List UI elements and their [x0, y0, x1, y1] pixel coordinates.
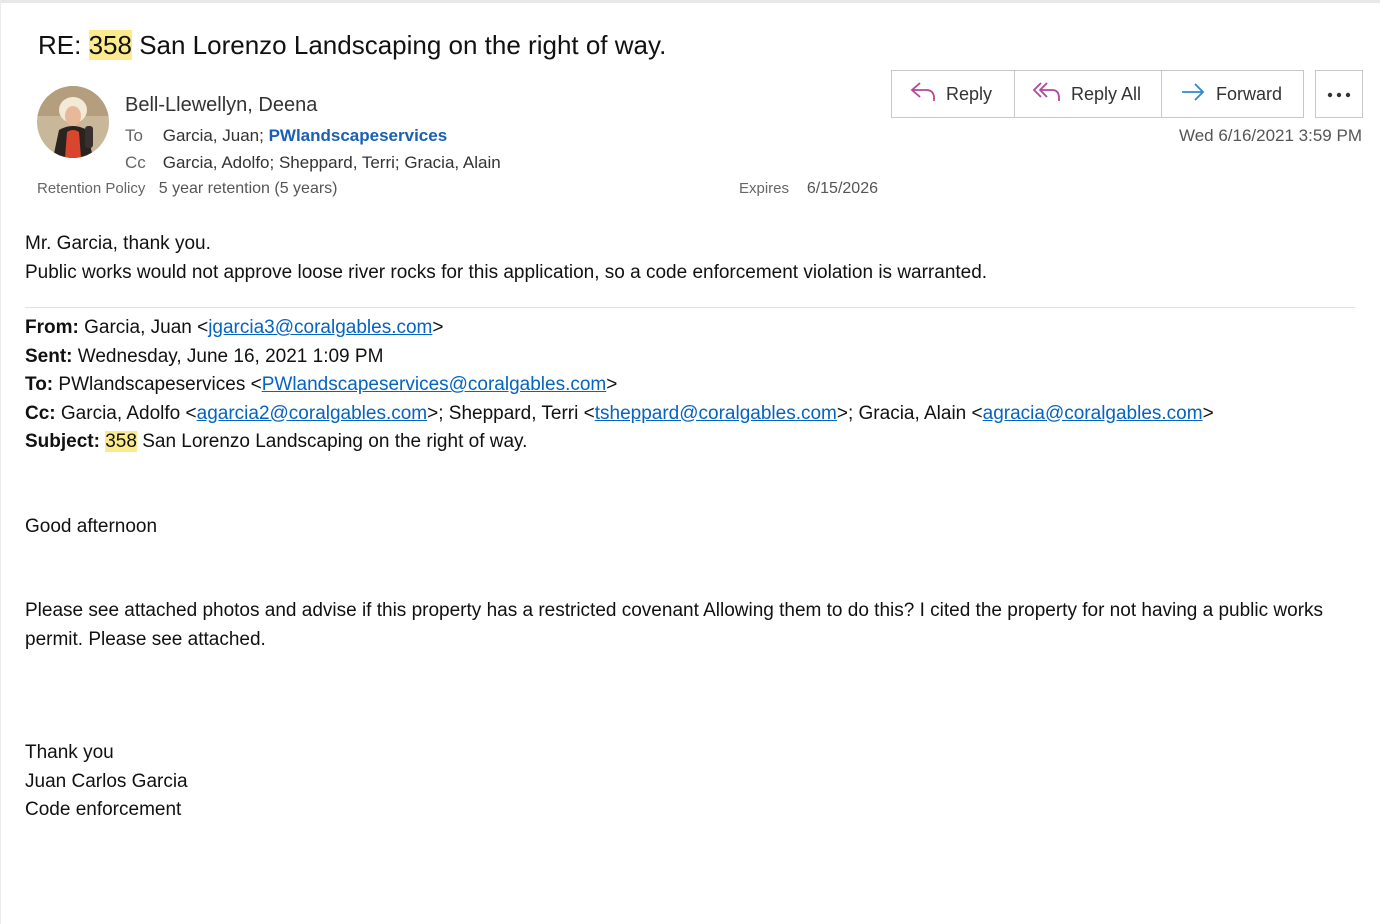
body-paragraph: Please see attached photos and advise if this property has a restricted covenant Allowing them to do this? I cited the property for not having a public works permit. Please see attached.	[25, 600, 1324, 650]
forward-separator	[25, 307, 1355, 308]
more-options-button[interactable]	[1315, 70, 1363, 118]
retention-policy	[37, 180, 338, 198]
retention-value: 5 year retention (5 years)	[158, 180, 338, 197]
cc-recipient-list[interactable]: Garcia, Adolfo; Sheppard, Terri; Gracia, Alain	[162, 153, 501, 172]
expires-value: 6/15/2026	[806, 180, 878, 197]
more-options-icon	[1327, 85, 1351, 103]
reply-all-label: Reply All	[1071, 83, 1142, 104]
sender-name[interactable]: Bell-Llewellyn, Deena	[125, 94, 318, 116]
message-body	[25, 230, 1355, 825]
body-line-1: Mr. Garcia, thank you.	[25, 233, 211, 254]
fwd-subject-highlight: 358	[105, 431, 137, 452]
avatar[interactable]	[37, 86, 109, 158]
cc-email-link-1[interactable]: agarcia2@coralgables.com	[196, 402, 428, 424]
reply-label: Reply	[946, 83, 993, 104]
to-recipient-plain[interactable]: Garcia, Juan;	[162, 126, 269, 145]
fwd-sent: Sent: Wednesday, June 16, 2021 1:09 PM	[25, 345, 384, 367]
forwarded-header	[25, 314, 1355, 457]
message-actions	[891, 70, 1304, 118]
fwd-to: To: PWlandscapeservices <PWlandscapeservices@coralgables.com>	[25, 374, 618, 395]
expires-label: Expires	[739, 180, 790, 197]
signature-line-1: Thank you	[25, 742, 114, 763]
message-date: Wed 6/16/2021 3:59 PM	[1178, 126, 1362, 145]
reply-all-button[interactable]	[1015, 71, 1162, 117]
top-border	[0, 0, 1380, 3]
body-line-2: Public works would not approve loose river rocks for this application, so a code enforcement violation is warranted.	[25, 261, 988, 283]
retention-label: Retention Policy	[37, 180, 146, 197]
cc-recipients	[125, 153, 501, 173]
to-recipients	[125, 126, 447, 146]
to-email-link[interactable]: PWlandscapeservices@coralgables.com	[261, 374, 607, 395]
reply-button[interactable]	[892, 71, 1015, 117]
subject-highlight: 358	[88, 30, 132, 60]
signature-line-2: Juan Carlos Garcia	[25, 770, 188, 792]
fwd-subject: Subject: 358 San Lorenzo Landscaping on the right of way.	[25, 431, 528, 452]
signature-line-3: Code enforcement	[25, 799, 182, 820]
reply-all-icon	[1033, 81, 1061, 108]
left-border	[0, 0, 1, 924]
to-label: To	[125, 126, 143, 145]
reply-icon	[910, 81, 936, 108]
expires-info	[739, 180, 878, 198]
forward-button[interactable]	[1162, 71, 1303, 117]
forward-label: Forward	[1216, 83, 1283, 104]
fwd-from: From: Garcia, Juan <jgarcia3@coralgables.com>	[25, 317, 444, 338]
greeting: Good afternoon	[25, 515, 158, 537]
from-email-link[interactable]: jgarcia3@coralgables.com	[208, 317, 433, 338]
fwd-cc: Cc: Garcia, Adolfo <agarcia2@coralgables.com>; Sheppard, Terri <tsheppard@coralgables.com>; Gracia, Alain <agracia@coralgables.com>	[25, 402, 1214, 424]
cc-label: Cc	[125, 153, 146, 172]
forward-icon	[1180, 81, 1206, 108]
to-recipient-group[interactable]: PWlandscapeservices	[268, 126, 448, 145]
message-subject: RE: 358 San Lorenzo Landscaping on the right of way.	[38, 30, 667, 60]
cc-email-link-3[interactable]: agracia@coralgables.com	[982, 402, 1203, 424]
cc-email-link-2[interactable]: tsheppard@coralgables.com	[594, 402, 837, 424]
